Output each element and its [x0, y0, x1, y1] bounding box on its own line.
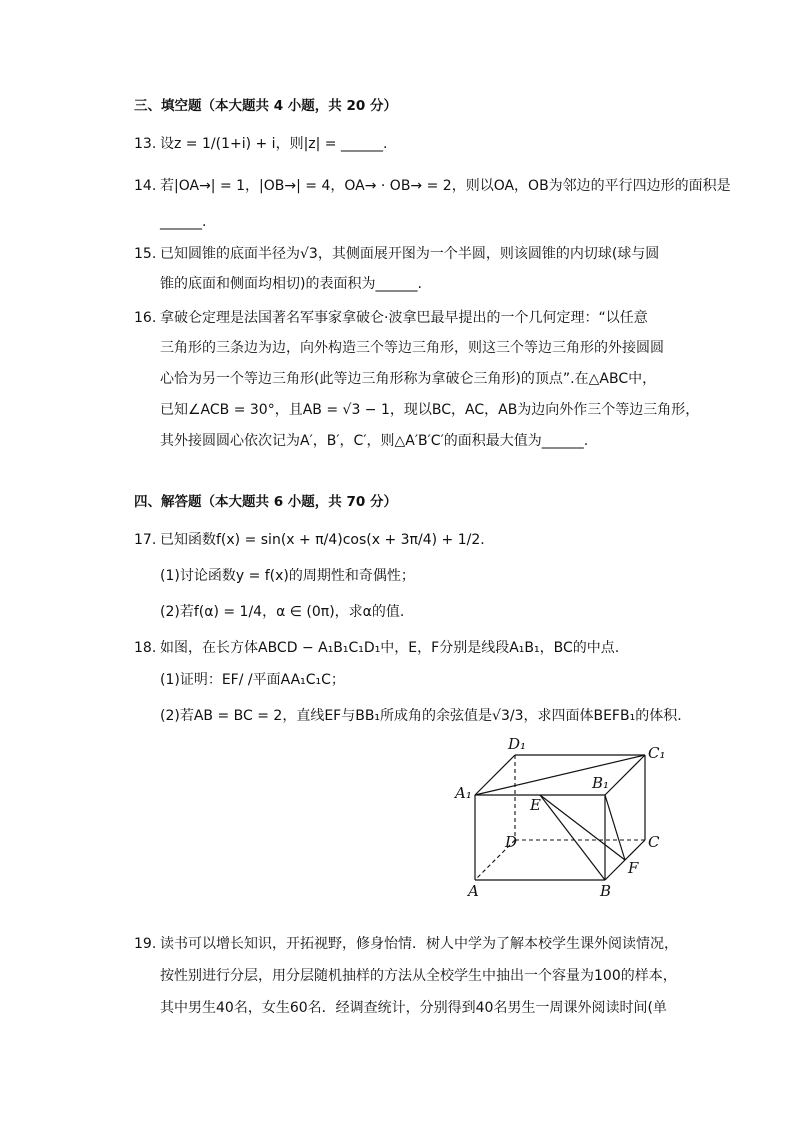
label-C: C [648, 833, 660, 851]
q16-line-4: 已知∠ACB = 30°，且AB = √3 − 1，现以BC，AC，AB为边向外作三个等边三角形， [160, 402, 700, 418]
q13-text: 设z = 1/(1+i) + i，则|z| = ______. [160, 136, 388, 152]
label-B1: B₁ [592, 774, 610, 792]
segment-A1-C1 [475, 755, 645, 795]
q15-line-2: 锥的底面和侧面均相切)的表面积为______. [160, 276, 422, 292]
label-C1: C₁ [648, 744, 666, 762]
q19-number: 19. [134, 936, 157, 952]
label-A1: A₁ [455, 784, 472, 802]
q14-number: 14. [134, 178, 157, 194]
q15-number: 15. [134, 246, 157, 262]
label-D: D [505, 833, 518, 851]
q18-text: 如图，在长方体ABCD − A₁B₁C₁D₁中，E，F分别是线段A₁B₁，BC的中点. [160, 640, 620, 656]
q13-number: 13. [134, 136, 157, 152]
q15-line-1: 已知圆锥的底面半径为√3，其侧面展开图为一个半圆，则该圆锥的内切球(球与圆 [160, 246, 660, 262]
segment-B1-F [605, 795, 625, 860]
q16-line-5: 其外接圆圆心依次记为A′，B′，C′，则△A′B′C′的面积最大值为______. [160, 433, 589, 449]
q18-number: 18. [134, 640, 157, 656]
q17-part-2: (2)若f(α) = 1/4，α ∈ (0π)，求α的值. [160, 604, 405, 620]
q18-part-2: (2)若AB = BC = 2，直线EF与BB₁所成角的余弦值是√3/3，求四面体BEFB₁的体积. [160, 708, 682, 724]
edge-C1-B1 [605, 755, 645, 795]
q16-line-3: 心恰为另一个等边三角形(此等边三角形称为拿破仑三角形)的顶点”.在△ABC中， [160, 371, 657, 387]
q14-line-1: 若|OA→| = 1，|OB→| = 4，OA→ · OB→ = 2，则以OA，OB为邻边的平行四边形的面积是 [160, 178, 731, 194]
q17-text: 已知函数f(x) = sin(x + π/4)cos(x + 3π/4) + 1/2. [160, 532, 485, 548]
label-A: A [468, 882, 479, 900]
q17-number: 17. [134, 532, 157, 548]
section-3-heading: 三、填空题（本大题共 4 小题，共 20 分） [134, 98, 397, 114]
label-B: B [600, 882, 612, 900]
cuboid-figure [450, 730, 700, 905]
q16-line-2: 三角形的三条边为边，向外构造三个等边三角形，则这三个等边三角形的外接圆圆 [160, 340, 664, 356]
label-D1: D₁ [508, 735, 527, 753]
q19-line-2: 按性别进行分层，用分层随机抽样的方法从全校学生中抽出一个容量为100的样本， [160, 968, 677, 984]
edge-A1-D1 [475, 755, 515, 795]
q18-part-1: (1)证明：EF/ /平面AA₁C₁C； [160, 672, 345, 688]
q14-line-2: ______. [160, 214, 207, 230]
label-F: F [628, 859, 639, 877]
q19-line-3: 其中男生40名，女生60名．经调查统计，分别得到40名男生一周课外阅读时间(单 [160, 1000, 667, 1016]
q19-line-1: 读书可以增长知识，开拓视野，修身怡情．树人中学为了解本校学生课外阅读情况， [160, 936, 678, 952]
q16-line-1: 拿破仑定理是法国著名军事家拿破仑·波拿巴最早提出的一个几何定理：“以任意 [160, 310, 648, 326]
section-4-heading: 四、解答题（本大题共 6 小题，共 70 分） [134, 494, 397, 510]
q17-part-1: (1)讨论函数y = f(x)的周期性和奇偶性； [160, 568, 415, 584]
q16-number: 16. [134, 310, 157, 326]
label-E: E [530, 796, 541, 814]
